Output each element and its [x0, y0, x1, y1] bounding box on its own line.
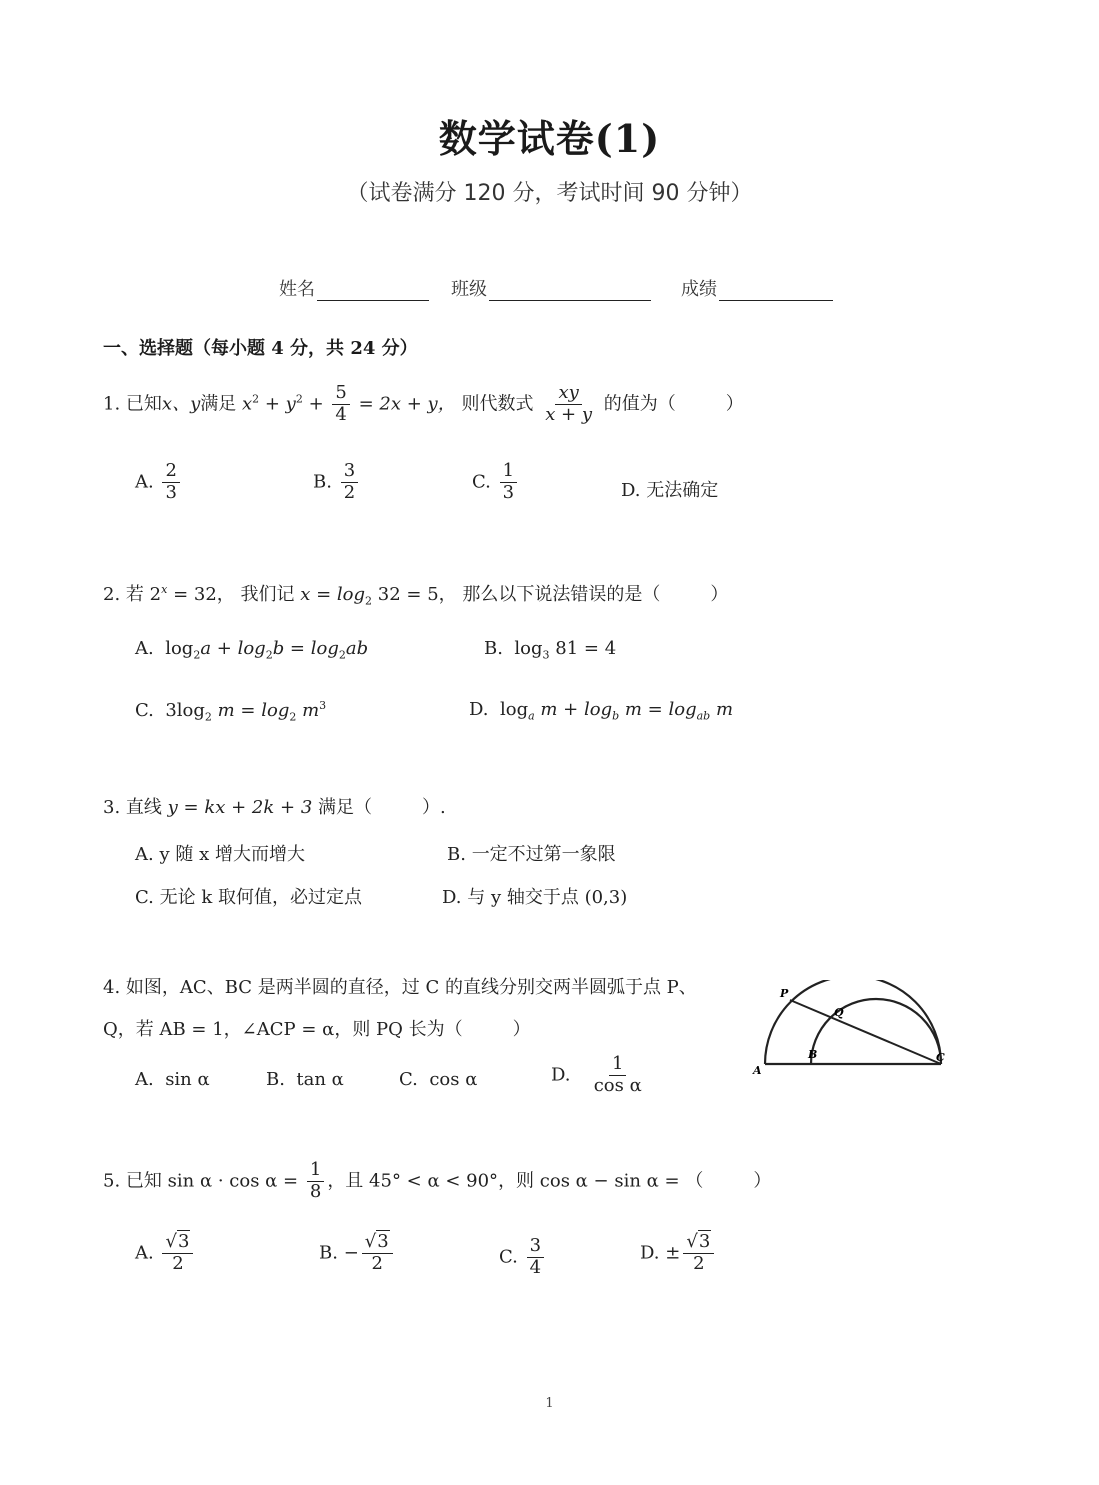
q-text: 满足（: [318, 797, 373, 818]
q-text: 那么以下说法错误的是（: [462, 584, 661, 605]
math: log: [499, 699, 529, 720]
option-b: [319, 1233, 396, 1274]
fraction-num: 3: [341, 462, 358, 483]
q-eq: cos α − sin α =: [539, 1170, 680, 1192]
label-a: A: [753, 1064, 762, 1077]
fraction: [162, 462, 179, 503]
q-text: 若: [125, 584, 144, 605]
class-blank: [489, 280, 651, 301]
math: 81 = 4: [555, 638, 617, 659]
option-text: 一定不过第一象限: [471, 844, 616, 865]
option-text: y 随 x 增大而增大: [159, 844, 305, 865]
option-a: [135, 840, 305, 866]
fraction-den: cos α: [593, 1074, 642, 1096]
label-p: P: [780, 987, 789, 1000]
option-label: A.: [135, 471, 154, 493]
label-b: B: [808, 1048, 818, 1061]
option-c: [135, 699, 326, 724]
q-var: x、y: [161, 393, 201, 415]
question-1: [103, 384, 744, 425]
q-eq: sin α · cos α =: [167, 1170, 299, 1192]
q-eq: 2: [149, 584, 162, 605]
radicand: 3: [698, 1231, 711, 1252]
fraction-den: 2: [172, 1252, 184, 1274]
math-sup: 3: [319, 699, 327, 712]
option-c: [399, 1069, 477, 1090]
question-3: [103, 793, 446, 819]
option-label: D.: [469, 699, 489, 720]
class-label: 班级: [451, 279, 487, 300]
fraction-den: 4: [529, 1256, 542, 1278]
math: m = log: [624, 699, 697, 720]
option-label: B.: [484, 638, 503, 659]
score-blank: [719, 280, 833, 301]
radicand: 3: [377, 1231, 389, 1252]
math: m: [302, 700, 320, 721]
option-prefix: −: [343, 1242, 359, 1264]
q-sub: 2: [365, 594, 373, 608]
option-label: D.: [551, 1064, 571, 1086]
q-eq: x: [241, 393, 253, 415]
q-text: 则代数式: [461, 393, 534, 415]
question-4-line-2: [103, 1015, 531, 1041]
option-label: D.: [621, 480, 641, 501]
question-2: [103, 580, 728, 608]
q-eq: y = kx + 2k + 3: [167, 797, 313, 818]
option-a: [135, 1233, 196, 1274]
q-text: ，则: [498, 1170, 535, 1192]
option-label: C.: [399, 1069, 418, 1090]
option-text: 与 y 轴交于点 (0,3): [467, 887, 628, 908]
label-q: Q: [834, 1006, 844, 1019]
q-eq: x = log: [300, 584, 366, 605]
q-sup: 2: [295, 392, 303, 406]
option-prefix: ±: [665, 1242, 681, 1264]
question-4-line-1: [103, 973, 697, 999]
option-a: [135, 1069, 210, 1090]
option-c: [135, 883, 362, 909]
semicircle-figure: [750, 980, 950, 1080]
fraction: [341, 462, 358, 503]
q-sup: 2: [252, 392, 260, 406]
option-label: A.: [135, 638, 154, 659]
option-b: [313, 462, 361, 503]
option-label: D.: [640, 1242, 660, 1264]
fraction-num: 1: [500, 462, 517, 483]
option-c: [472, 462, 520, 503]
option-d: [621, 476, 718, 502]
option-label: A.: [135, 844, 154, 865]
q-eq: + y: [264, 393, 296, 415]
fraction: [307, 1161, 324, 1202]
question-number: 1.: [103, 393, 121, 415]
fraction-num: [362, 1233, 393, 1254]
math: m: [715, 699, 734, 720]
q-close: ）.: [422, 797, 446, 818]
page-subtitle: （试卷满分 120 分，考试时间 90 分钟）: [346, 181, 753, 206]
q-close: ）: [512, 1019, 531, 1040]
math-sub: 2: [193, 648, 201, 662]
option-text: 无法确定: [646, 480, 719, 501]
score-field: [681, 275, 833, 301]
fraction-num: [162, 1233, 193, 1254]
sqrt: √3: [165, 1231, 190, 1252]
option-label: D.: [442, 887, 462, 908]
fraction: [362, 1233, 393, 1274]
math: log: [514, 638, 543, 659]
question-5: [103, 1161, 771, 1202]
option-text: tan α: [296, 1069, 344, 1090]
q-text: ，且: [327, 1170, 364, 1192]
q-eq: 32 = 5，: [377, 584, 457, 605]
option-a: [135, 462, 183, 503]
q-text: 我们记: [240, 584, 295, 605]
math: b = log: [272, 638, 339, 659]
option-text: 无论 k 取何值，必过定点: [159, 887, 362, 908]
option-label: C.: [472, 471, 491, 493]
question-number: 4.: [103, 977, 121, 998]
q-eq: = 2x + y，: [358, 393, 456, 415]
fraction-den: 3: [502, 481, 515, 503]
large-semicircle: [765, 980, 941, 1064]
math: a + log: [200, 638, 266, 659]
q-eq: +: [308, 393, 324, 415]
math: ab: [345, 638, 369, 659]
math-sub: 2: [338, 648, 346, 662]
fraction: [591, 1055, 645, 1096]
q-text: Q，若 AB = 1，∠ACP = α，则 PQ 长为（: [103, 1019, 463, 1040]
fraction: [542, 384, 595, 425]
option-label: C.: [499, 1246, 518, 1268]
question-number: 2.: [103, 584, 121, 605]
math-sub: ab: [696, 709, 711, 723]
fraction-den: 8: [309, 1180, 322, 1202]
math: 3log: [165, 700, 205, 721]
fraction: [683, 1233, 714, 1274]
fraction-den: 2: [693, 1252, 705, 1274]
math: m = log: [217, 700, 290, 721]
math-sub: b: [612, 709, 620, 723]
fraction-num: [683, 1233, 714, 1254]
option-text: cos α: [429, 1069, 478, 1090]
fraction-den: 4: [335, 403, 347, 425]
option-text: sin α: [165, 1069, 210, 1090]
q-sup: x: [161, 583, 168, 596]
class-field: [451, 275, 651, 301]
q-text: 如图，AC、BC 是两半圆的直径，过 C 的直线分别交两半圆弧于点 P、: [125, 977, 697, 998]
option-d: [442, 883, 627, 909]
q-close: ）: [710, 584, 729, 605]
option-d: [640, 1233, 717, 1274]
label-c: C: [936, 1051, 945, 1064]
math-sub: 2: [265, 648, 273, 662]
q-text: 已知: [125, 1170, 162, 1192]
q-close: ）: [725, 393, 744, 415]
q-eq: = 32，: [173, 584, 235, 605]
option-label: C.: [135, 700, 154, 721]
math: log: [165, 638, 194, 659]
option-label: A.: [135, 1069, 154, 1090]
fraction-den: 2: [343, 481, 356, 503]
option-label: A.: [135, 1242, 154, 1264]
fraction-num: 5: [332, 384, 349, 405]
fraction-den: x + y: [545, 403, 593, 425]
option-label: C.: [135, 887, 154, 908]
score-label: 成绩: [681, 279, 717, 300]
math: m + log: [540, 699, 613, 720]
option-label: B.: [266, 1069, 285, 1090]
math-sub: 2: [289, 710, 297, 724]
q-close: ）: [753, 1170, 772, 1192]
sqrt: √3: [364, 1231, 389, 1252]
question-number: 5.: [103, 1170, 121, 1192]
fraction-num: 1: [609, 1055, 626, 1076]
option-a: [135, 638, 368, 662]
fraction: [332, 384, 349, 425]
fraction: [500, 462, 517, 503]
option-b: [266, 1069, 344, 1090]
q-eq: 45° < α < 90°: [369, 1170, 499, 1192]
q-text: 的值为（: [603, 393, 676, 415]
fraction-num: 1: [307, 1161, 324, 1182]
option-d: [551, 1055, 648, 1096]
radicand: 3: [177, 1231, 190, 1252]
sqrt: √3: [686, 1231, 711, 1252]
name-field: [279, 275, 429, 301]
option-d: [469, 699, 733, 723]
option-b: [447, 840, 616, 866]
question-number: 3.: [103, 797, 121, 818]
q-text: 直线: [125, 797, 162, 818]
q-text: 已知: [125, 393, 162, 415]
section-heading: 一、选择题（每小题 4 分，共 24 分）: [103, 338, 418, 359]
fraction: [527, 1237, 544, 1278]
fraction-den: 2: [371, 1252, 383, 1274]
fraction-num: xy: [555, 384, 581, 405]
fraction: [162, 1233, 193, 1274]
q-text: 满足: [200, 393, 237, 415]
option-label: B.: [319, 1242, 338, 1264]
option-b: [484, 638, 616, 662]
option-label: B.: [447, 844, 466, 865]
fraction-num: 2: [162, 462, 179, 483]
math-sub: 2: [204, 710, 212, 724]
q-open: （: [685, 1170, 704, 1192]
page-number: 1: [545, 1396, 554, 1411]
fraction-den: 3: [165, 481, 177, 503]
math-sub: a: [528, 709, 535, 723]
name-blank: [317, 280, 429, 301]
option-c: [499, 1237, 547, 1278]
option-label: B.: [313, 471, 332, 493]
page-title: 数学试卷(1): [438, 116, 661, 161]
math-sub: 3: [542, 648, 550, 662]
name-label: 姓名: [279, 279, 315, 300]
fraction-num: 3: [527, 1237, 544, 1258]
